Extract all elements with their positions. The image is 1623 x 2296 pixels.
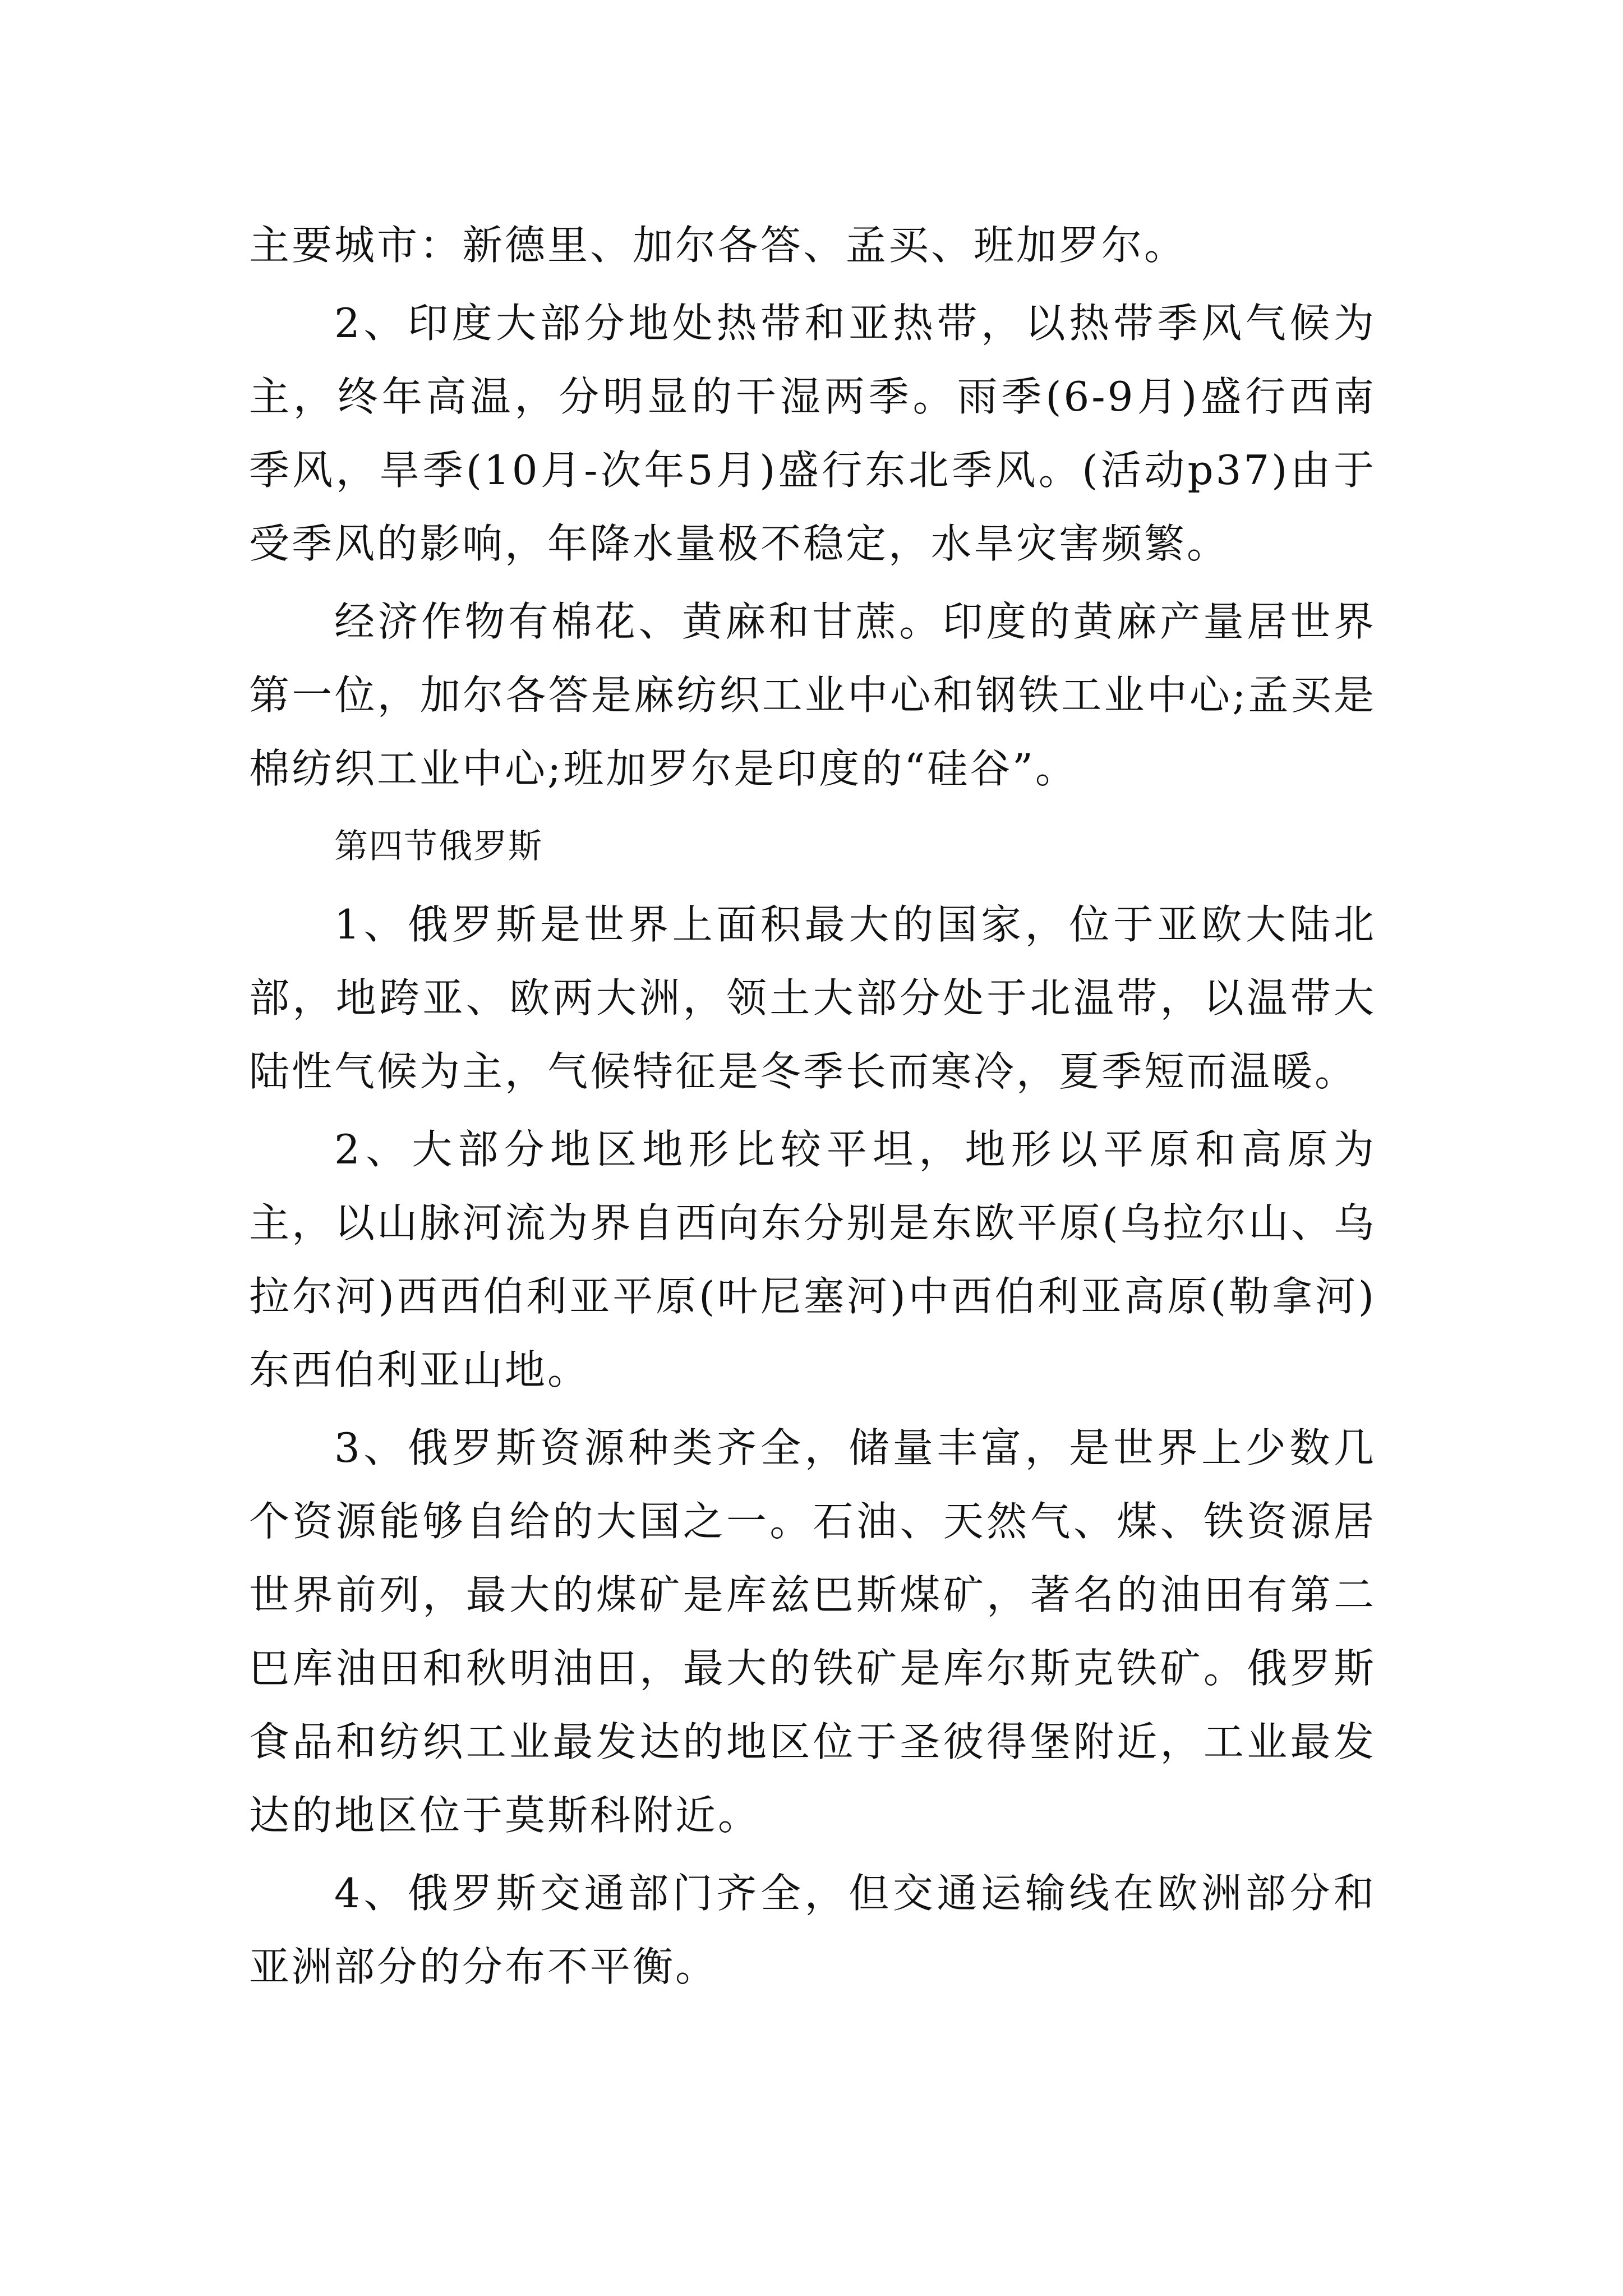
section-heading-russia: 第四节俄罗斯 xyxy=(334,827,543,866)
paragraph-russia-terrain: 2、大部分地区地形比较平坦，地形以平原和高原为主，以山脉河流为界自西向东分别是东欧平原(乌拉尔山、乌拉尔河)西西伯利亚平原(叶尼塞河)中西伯利亚高原(勒拿河)东西伯利亚山地。 xyxy=(249,1126,1376,1393)
document-page xyxy=(249,209,1376,2004)
paragraph-india-crops: 经济作物有棉花、黄麻和甘蔗。印度的黄麻产量居世界第一位，加尔各答是麻纺织工业中心和钢铁工业中心;孟买是棉纺织工业中心;班加罗尔是印度的“硅谷”。 xyxy=(249,598,1376,792)
paragraph-main-cities: 主要城市：新德里、加尔各答、孟买、班加罗尔。 xyxy=(249,222,1187,269)
paragraph-russia-area: 1、俄罗斯是世界上面积最大的国家，位于亚欧大陆北部，地跨亚、欧两大洲，领土大部分处于北温带，以温带大陆性气候为主，气候特征是冬季长而寒冷，夏季短而温暖。 xyxy=(249,901,1376,1095)
paragraph-russia-resources: 3、俄罗斯资源种类齐全，储量丰富，是世界上少数几个资源能够自给的大国之一。石油、天然气、煤、铁资源居世界前列，最大的煤矿是库兹巴斯煤矿，著名的油田有第二巴库油田和秋明油田，最大的铁矿是库尔斯克铁矿。俄罗斯食品和纺织工业最发达的地区位于圣彼得堡附近，工业最发达的地区位于莫斯科附近。 xyxy=(249,1424,1376,1839)
paragraph-india-climate: 2、印度大部分地处热带和亚热带，以热带季风气候为主，终年高温，分明显的干湿两季。雨季(6-9月)盛行西南季风，旱季(10月-次年5月)盛行东北季风。(活动p37)由于受季风的影响，年降水量极不稳定，水旱灾害频繁。 xyxy=(249,300,1376,567)
paragraph-russia-transport: 4、俄罗斯交通部门齐全，但交通运输线在欧洲部分和亚洲部分的分布不平衡。 xyxy=(249,1870,1376,1990)
